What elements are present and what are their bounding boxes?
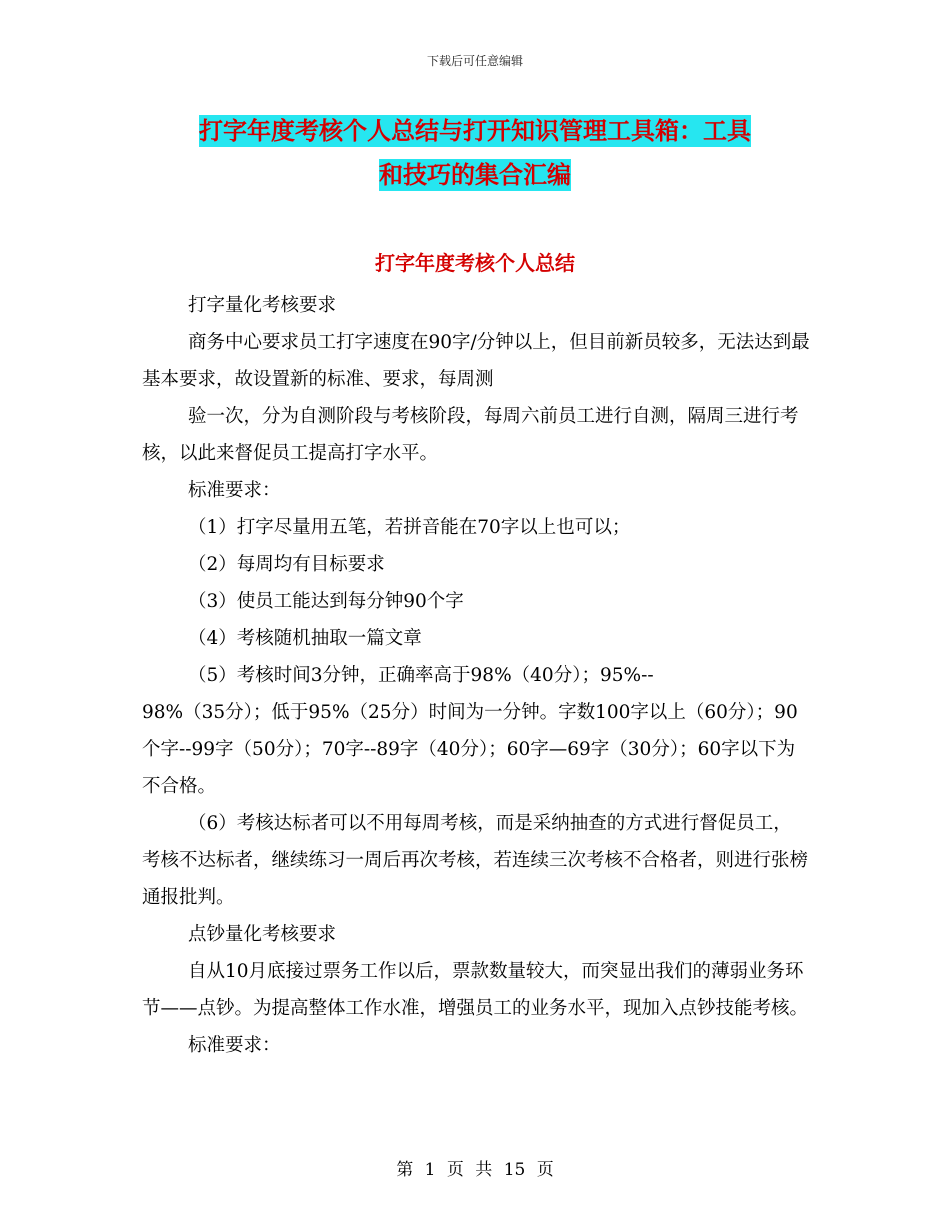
title-highlight-1: 打字年度考核个人总结与打开知识管理工具箱：工具: [199, 117, 751, 145]
page-number-footer: 第 1 页 共 15 页: [396, 1160, 554, 1180]
paragraph: 验一次，分为自测阶段与考核阶段，每周六前员工进行自测，隔周三进行考核，以此来督促员工提高打字水平。: [142, 406, 799, 464]
list-item: （1）打字尽量用五笔，若拼音能在70字以上也可以；: [188, 517, 631, 538]
page-header-note: 下载后可任意编辑: [426, 54, 523, 68]
paragraph: 98%（35分）；低于95%（25分）时间为一分钟。字数100字以上（60分）；90个字--99字（50分）；70字--89字（40分）；60字—69字（30分）；60字以下为不合格。: [142, 702, 798, 797]
list-item: （6）考核达标者可以不用每周考核，而是采纳抽查的方式进行督促员工，考核不达标者，继续练习一周后再次考核，若连续三次考核不合格者，则进行张榜通报批判。: [142, 813, 809, 908]
paragraph: 点钞量化考核要求: [188, 924, 337, 945]
list-item: （2）每周均有目标要求: [188, 554, 385, 575]
paragraph: 商务中心要求员工打字速度在90字/分钟以上，但目前新员较多，无法达到最基本要求，故设置新的标准、要求，每周测: [142, 332, 810, 390]
document-title-line-1: [0, 116, 950, 146]
paragraph: 自从10月底接过票务工作以后，票款数量较大，而突显出我们的薄弱业务环节——点钞。为提高整体工作水准，增强员工的业务水平，现加入点钞技能考核。: [142, 961, 809, 1019]
paragraph: 标准要求：: [188, 480, 281, 501]
title-highlight-2: 和技巧的集合汇编: [379, 161, 571, 189]
list-item: （5）考核时间3分钟，正确率高于98%（40分）；95%--: [188, 665, 654, 686]
document-title-line-2: [0, 160, 950, 190]
paragraph: 标准要求：: [188, 1035, 281, 1056]
document-body: [142, 287, 810, 1064]
list-item: （4）考核随机抽取一篇文章: [188, 628, 422, 649]
paragraph: 打字量化考核要求: [188, 295, 337, 316]
section-title: 打字年度考核个人总结: [375, 251, 575, 275]
list-item: （3）使员工能达到每分钟90个字: [188, 591, 464, 612]
